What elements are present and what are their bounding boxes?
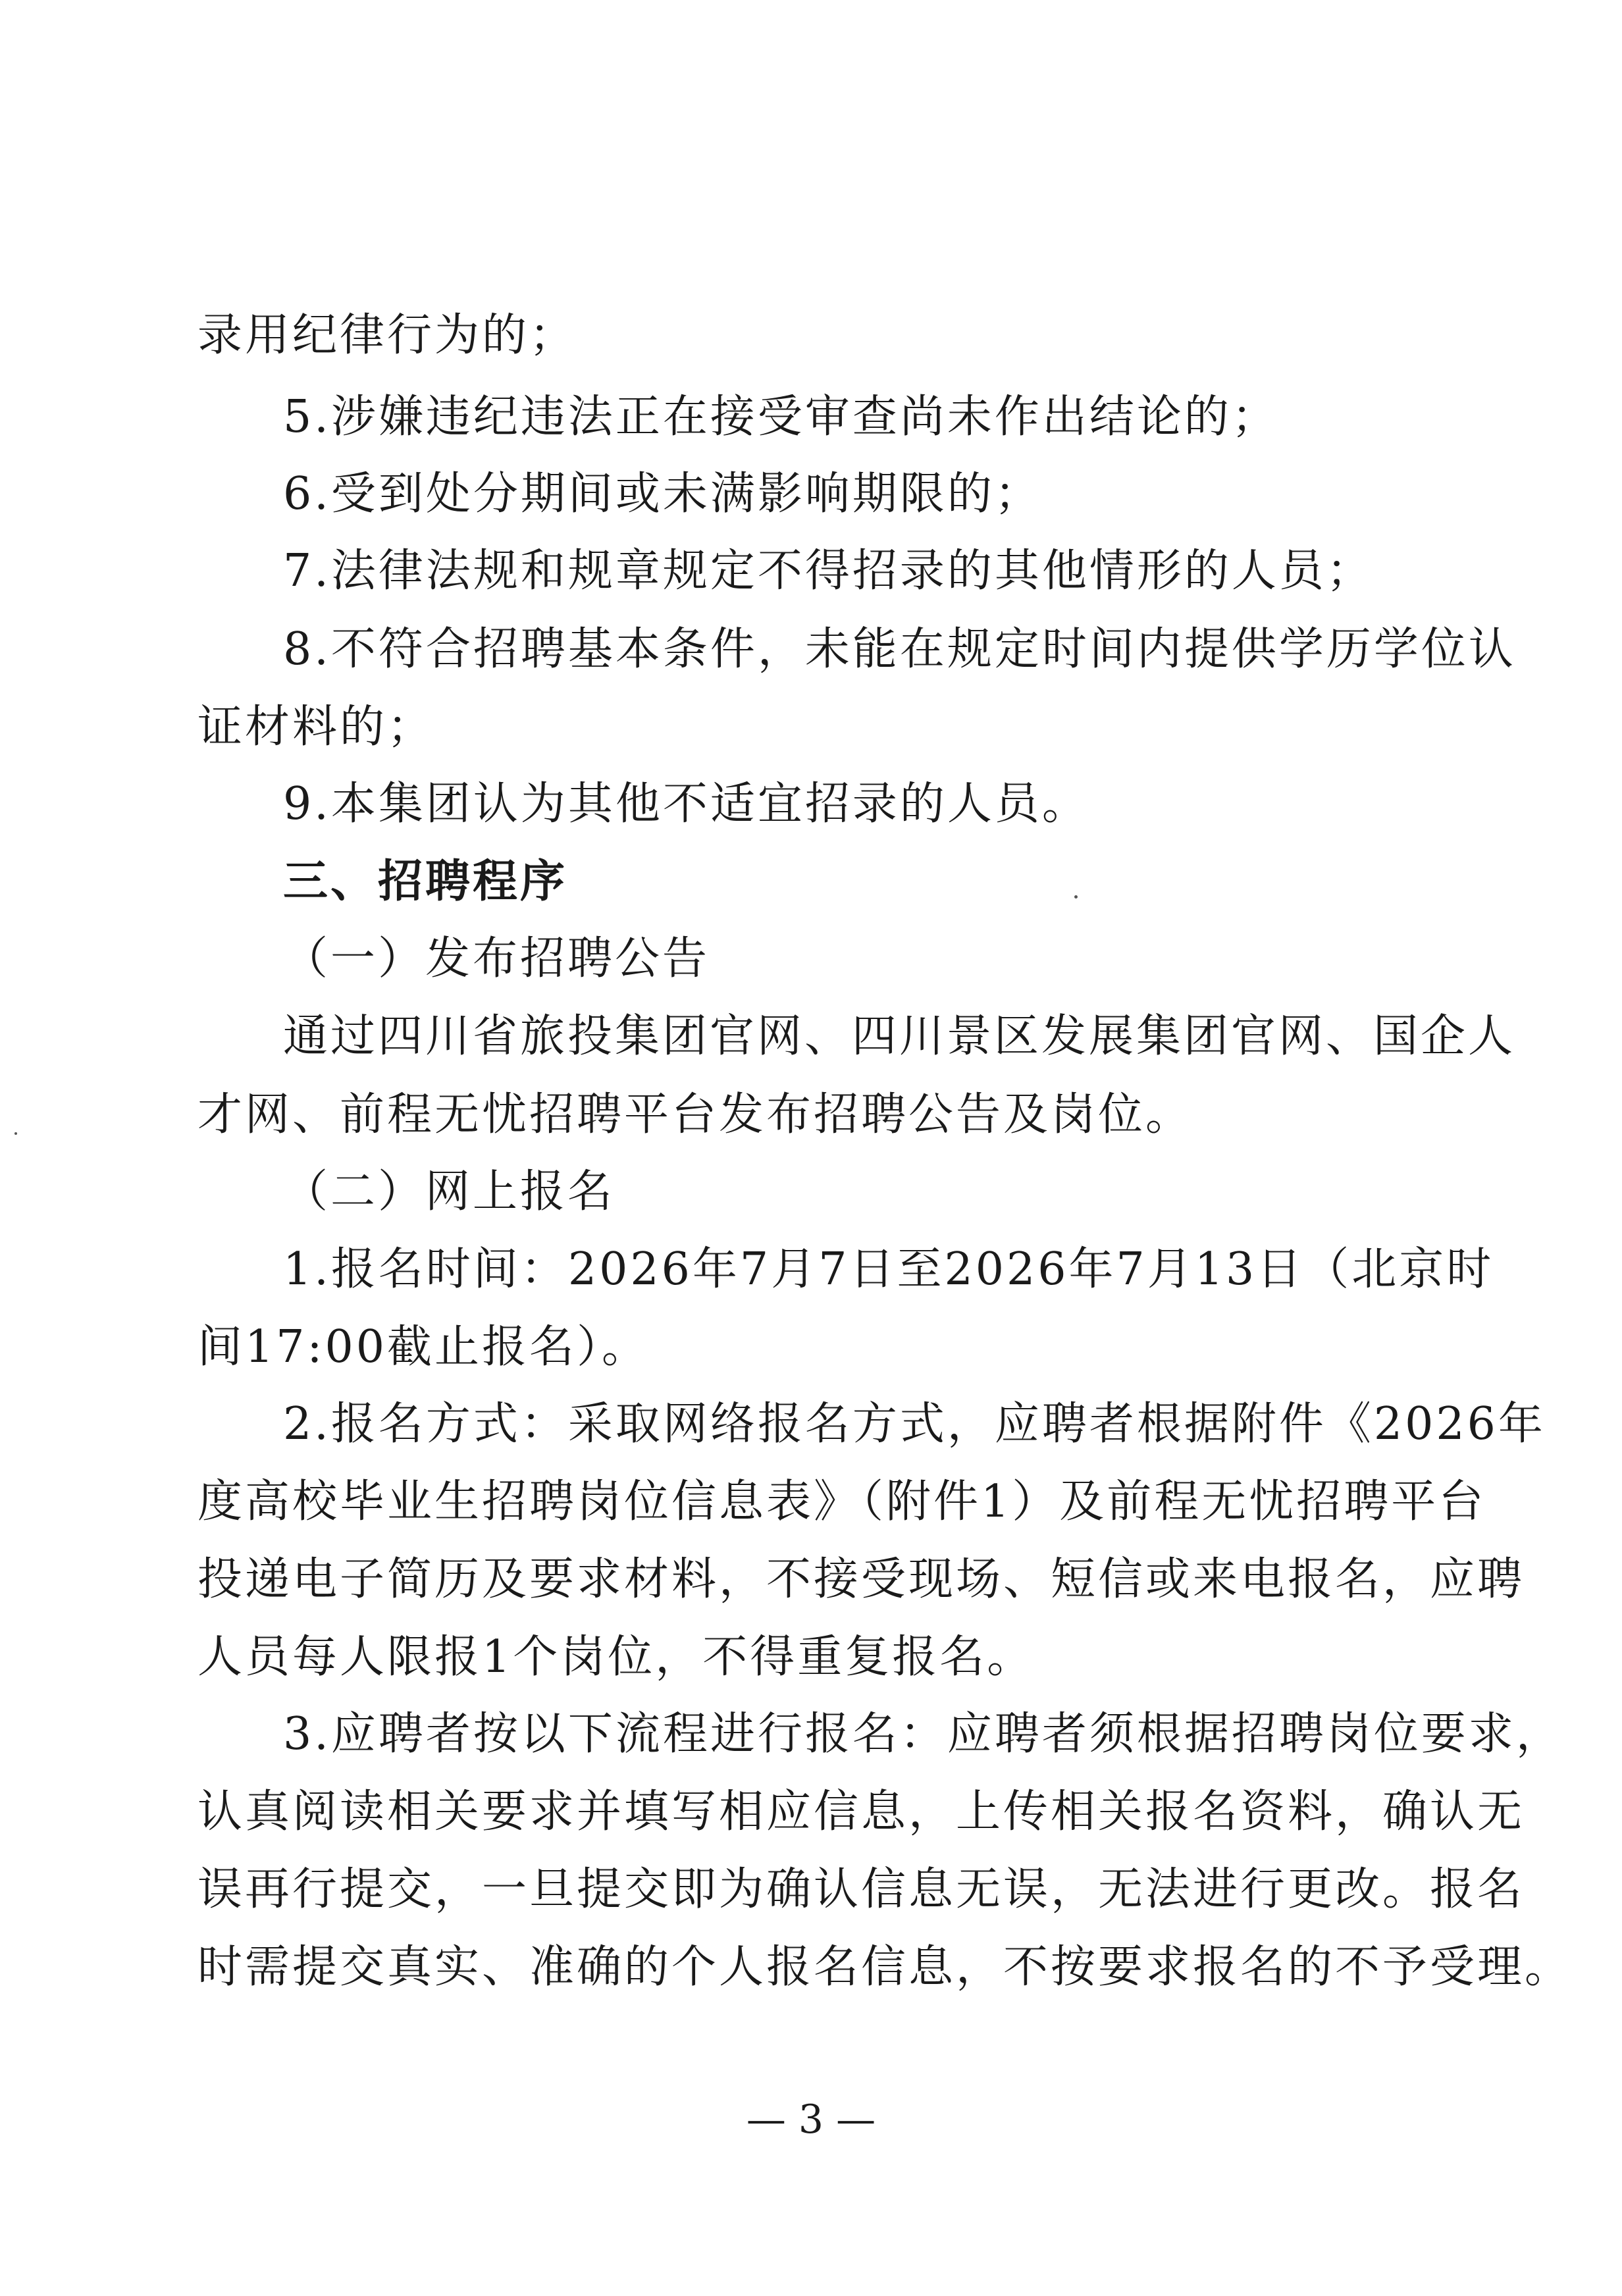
- section-heading-recruitment-procedure: 三、招聘程序: [283, 856, 568, 908]
- list-item-7: 7.法律法规和规章规定不得招录的其他情形的人员；: [283, 545, 1374, 597]
- registration-time-line-2: 间17:00截止报名）。: [197, 1321, 649, 1373]
- paragraph-publish-line-1: 通过四川省旅投集团官网、四川景区发展集团官网、国企人: [283, 1010, 1516, 1062]
- subsection-heading-online-registration: （二）网上报名: [283, 1166, 615, 1218]
- subsection-heading-publish-announcement: （一）发布招聘公告: [283, 933, 710, 985]
- registration-method-line-1: 2.报名方式：采取网络报名方式，应聘者根据附件《2026年: [283, 1398, 1546, 1450]
- registration-process-line-4: 时需提交真实、准确的个人报名信息，不按要求报名的不予受理。: [197, 1941, 1573, 1993]
- registration-process-line-1: 3.应聘者按以下流程进行报名：应聘者须根据招聘岗位要求，: [283, 1708, 1563, 1760]
- scan-speck: [1074, 895, 1078, 899]
- page-number: — 3 —: [746, 2097, 876, 2143]
- list-item-8: 8.不符合招聘基本条件，未能在规定时间内提供学历学位认: [283, 623, 1516, 675]
- list-item-5: 5.涉嫌违纪违法正在接受审查尚未作出结论的；: [283, 391, 1279, 443]
- registration-method-line-2: 度高校毕业生招聘岗位信息表》（附件1）及前程无忧招聘平台: [197, 1476, 1486, 1528]
- list-item-8-continued: 证材料的；: [197, 701, 435, 753]
- scan-speck: [14, 1132, 17, 1135]
- registration-method-line-3: 投递电子简历及要求材料，不接受现场、短信或来电报名，应聘: [197, 1553, 1525, 1605]
- registration-process-line-3: 误再行提交，一旦提交即为确认信息无误，无法进行更改。报名: [197, 1864, 1525, 1916]
- text-line-1: 录用纪律行为的；: [197, 309, 577, 361]
- list-item-6: 6.受到处分期间或未满影响期限的；: [283, 468, 1042, 520]
- paragraph-publish-line-2: 才网、前程无忧招聘平台发布招聘公告及岗位。: [197, 1089, 1193, 1141]
- registration-time-line-1: 1.报名时间：2026年7月7日至2026年7月13日（北京时: [283, 1243, 1494, 1295]
- list-item-9: 9.本集团认为其他不适宜招录的人员。: [283, 778, 1089, 830]
- registration-method-line-4: 人员每人限报1个岗位，不得重复报名。: [197, 1631, 1035, 1683]
- registration-process-line-2: 认真阅读相关要求并填写相应信息，上传相关报名资料，确认无: [197, 1786, 1525, 1838]
